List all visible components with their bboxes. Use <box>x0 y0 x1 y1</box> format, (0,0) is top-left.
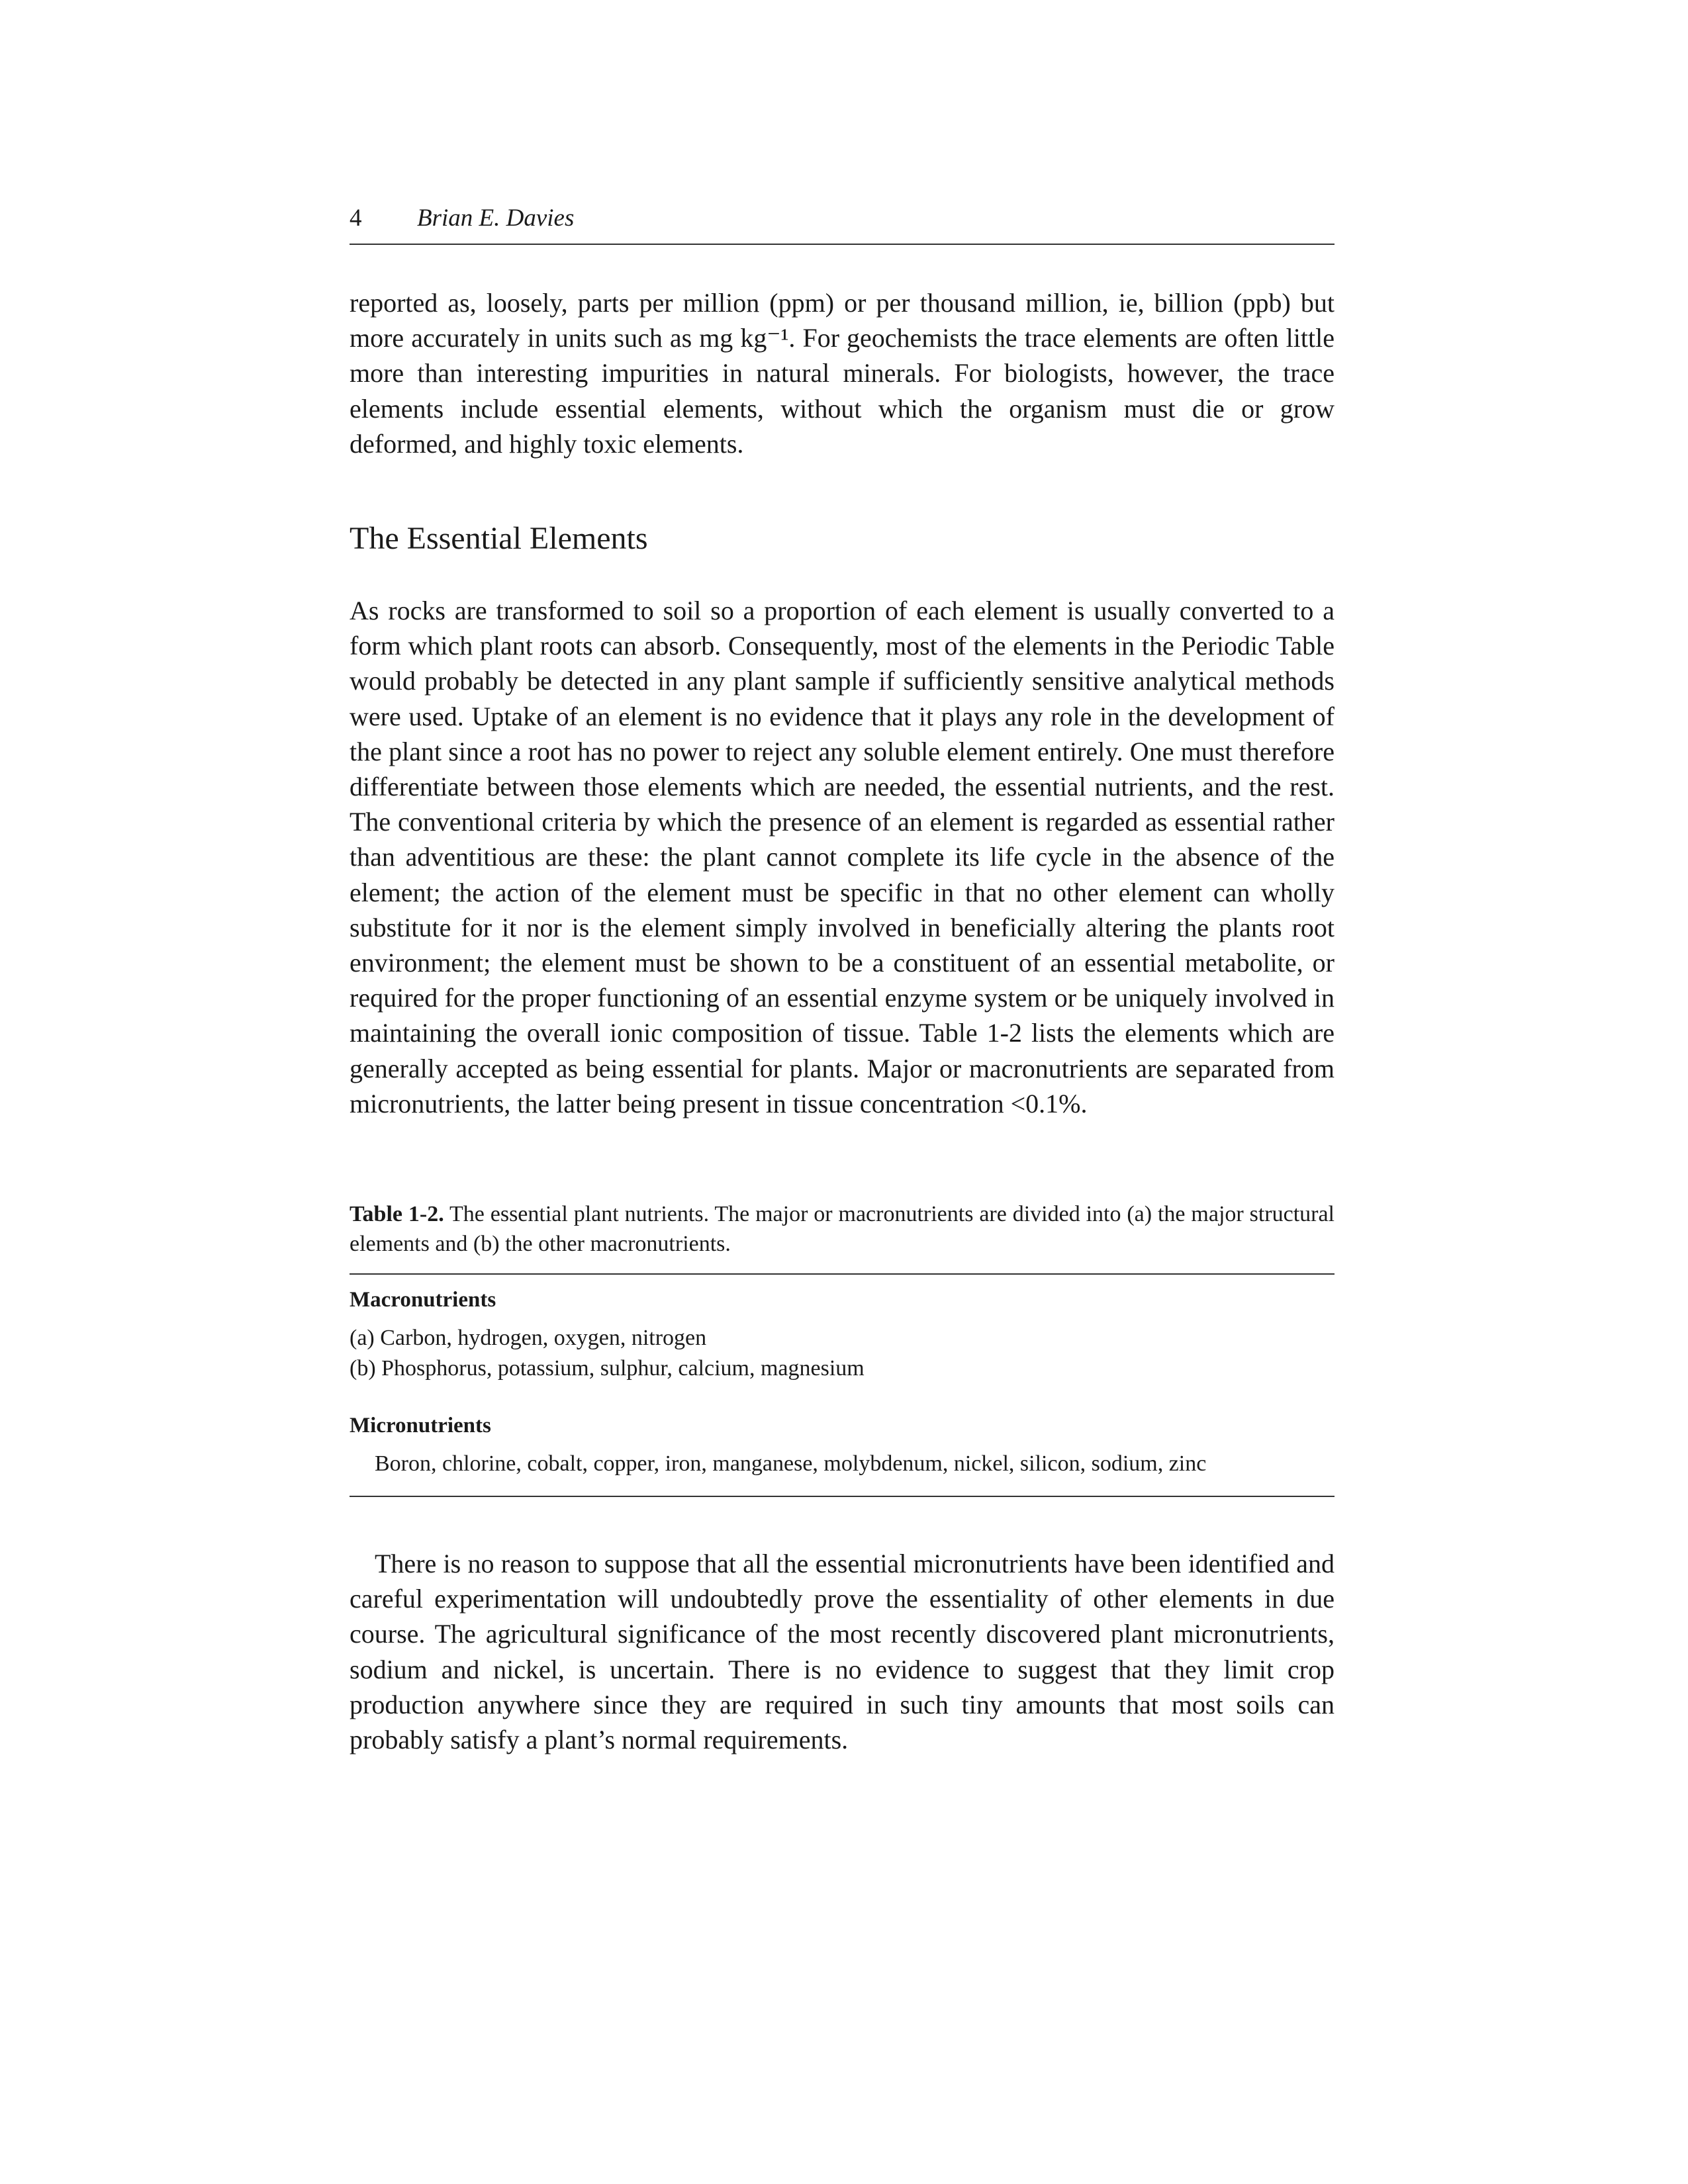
table-caption-label: Table 1-2. <box>350 1202 444 1226</box>
macronutrients-other: (b) Phosphorus, potassium, sulphur, calcium, magnesium <box>350 1356 865 1381</box>
page-number: 4 <box>350 205 362 232</box>
micronutrients-heading: Micronutrients <box>350 1414 491 1437</box>
table-top-rule <box>350 1273 1335 1275</box>
macronutrients-heading: Macronutrients <box>350 1288 496 1312</box>
micronutrients-list: Boron, chlorine, cobalt, copper, iron, manganese, molybdenum, nickel, silicon, sodium, zinc <box>375 1451 1207 1476</box>
intro-paragraph: reported as, loosely, parts per million (ppm) or per thousand million, ie, billion (ppb) but more accurately in units such as mg kg⁻¹. For geochemists the trace elements are often little more than interesting impurities in natural minerals. For biologists, however, the trace elements include essential elements, without which the organism must die or grow deformed, and highly toxic elements. <box>350 288 1335 459</box>
closing-paragraph: There is no reason to suppose that all the essential micronutrients have been identified and careful experimentation will undoubtedly prove the essentiality of other elements in due course. The agricultural significance of the most recently discovered plant micronutrients, sodium and nickel, is uncertain. There is no evidence to suggest that they limit crop production anywhere since they are required in such tiny amounts that most soils can probably satisfy a plant’s normal requirements. <box>350 1549 1335 1755</box>
table-bottom-rule <box>350 1496 1335 1497</box>
essential-elements-paragraph: As rocks are transformed to soil so a proportion of each element is usually converted to a form which plant roots can absorb. Consequently, most of the elements in the Periodic Table would probably be detected in any plant sample if sufficiently sensitive analytical methods were used. Uptake of an element is no evidence that it plays any role in the development of the plant since a root has no power to reject any soluble element entirely. One must therefore differentiate between those elements which are needed, the essential nutrients, and the rest. The conventional criteria by which the presence of an element is regarded as essential rather than adventitious are these: the plant cannot complete its life cycle in the absence of the element; the action of the element must be specific in that no other element can wholly substitute for it nor is the element simply involved in beneficially altering the plants root environment; the element must be shown to be a constituent of an essential metabolite, or required for the proper functioning of an essential enzyme system or be uniquely involved in maintaining the overall ionic composition of tissue. Table 1-2 lists the elements which are generally accepted as being essential for plants. Major or macronutrients are separated from micronutrients, the latter being present in tissue concentration <0.1%. <box>350 596 1335 1118</box>
running-header <box>350 204 1335 245</box>
section-heading: The Essential Elements <box>350 521 648 556</box>
table-caption-text: The essential plant nutrients. The major or macronutrients are divided into (a) the major structural elements and (b) the other macronutrients. <box>350 1202 1335 1256</box>
macronutrients-structural: (a) Carbon, hydrogen, oxygen, nitrogen <box>350 1326 707 1350</box>
running-head-author: Brian E. Davies <box>417 205 575 232</box>
table-caption <box>350 1199 1335 1259</box>
